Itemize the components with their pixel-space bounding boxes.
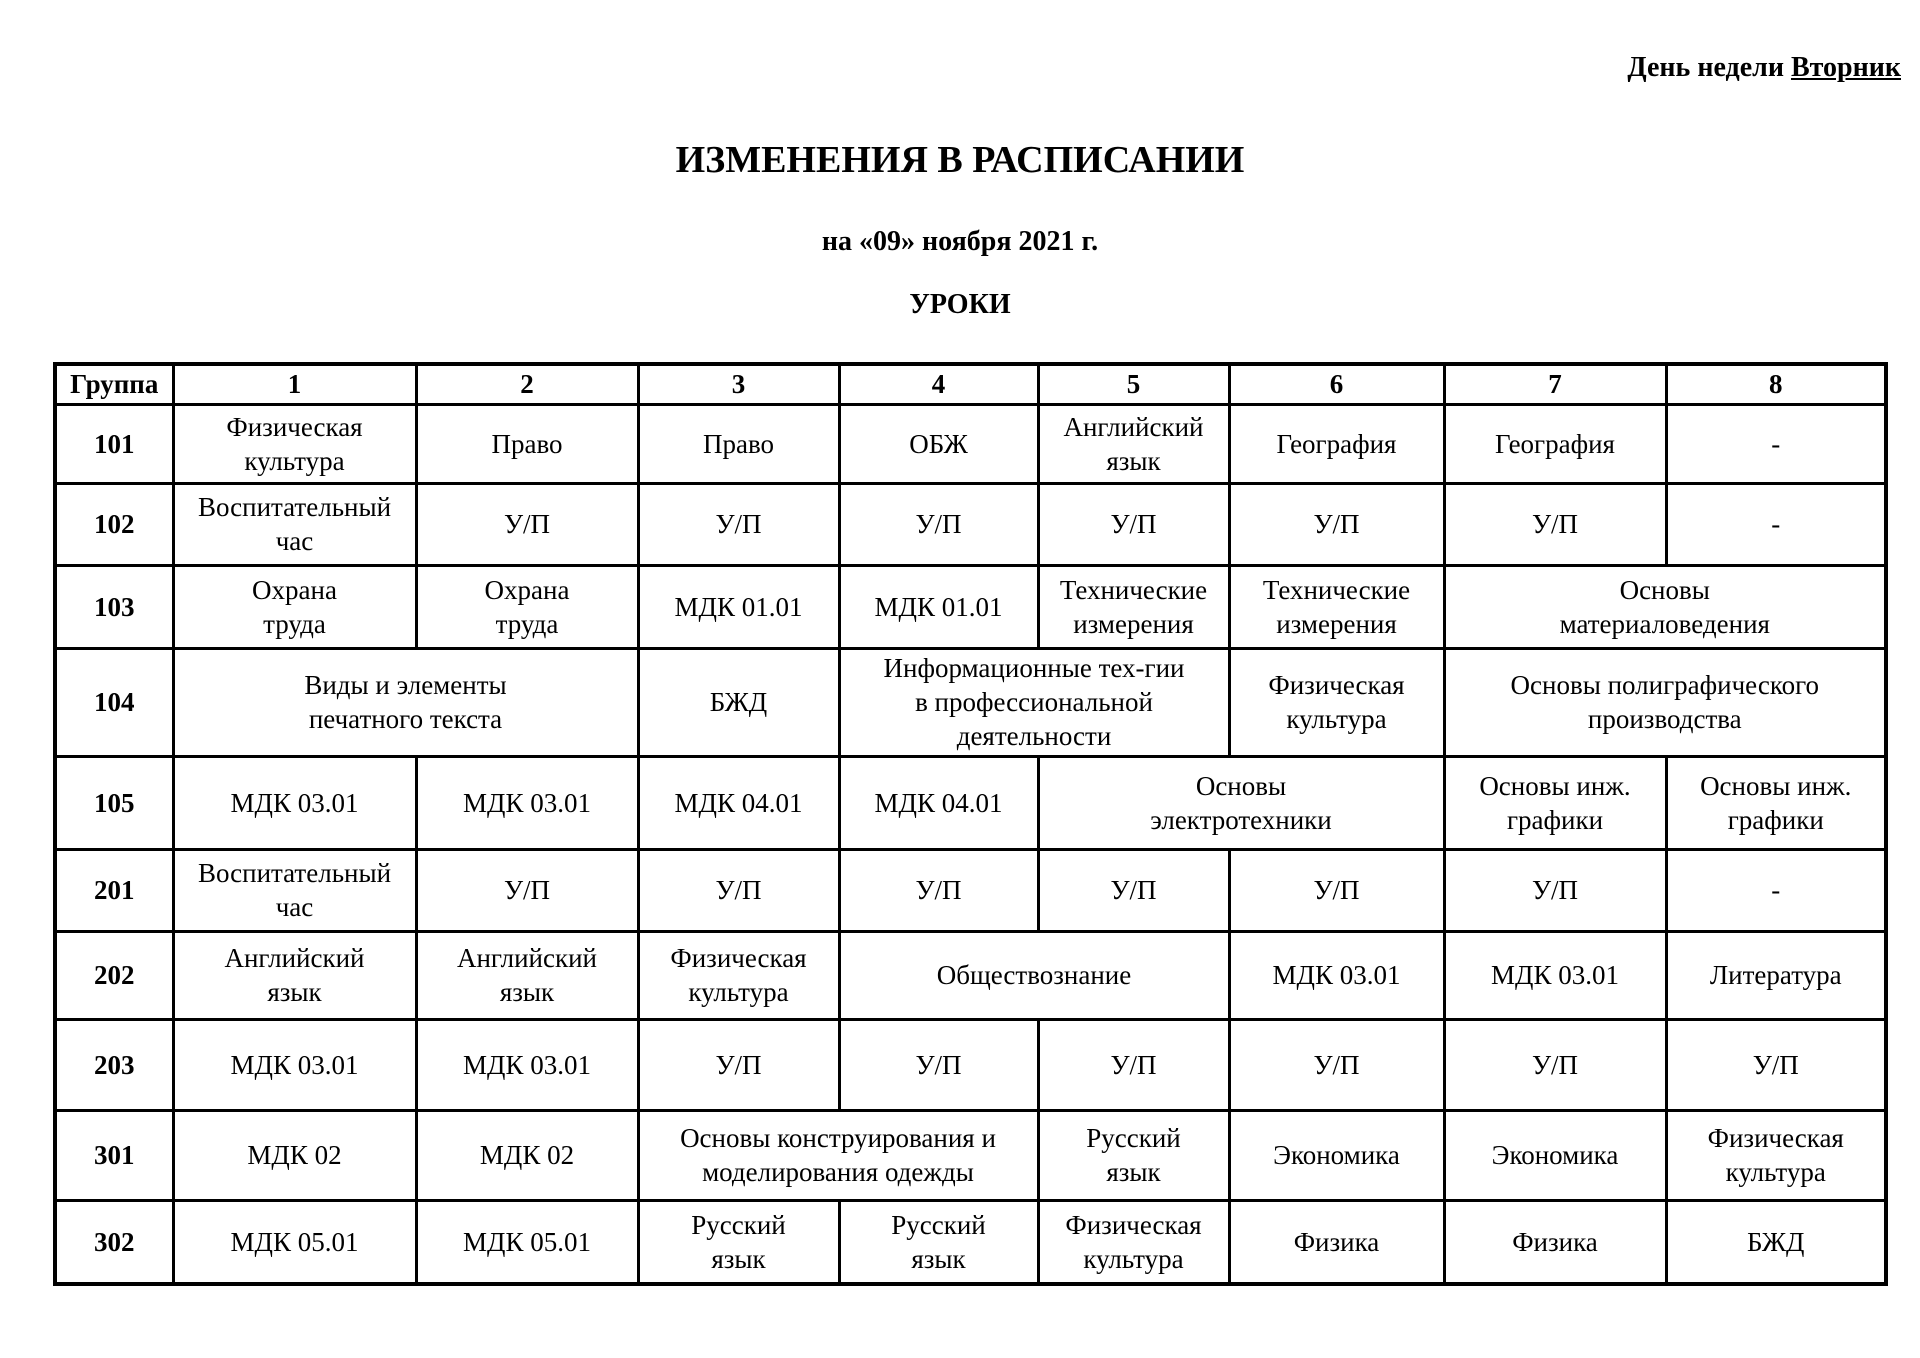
lesson-cell: МДК 01.01 xyxy=(839,565,1038,648)
table-row xyxy=(55,1019,1886,1110)
lesson-cell: БЖД xyxy=(1666,1200,1886,1284)
lesson-cell: Экономика xyxy=(1444,1110,1666,1200)
table-header-row xyxy=(55,364,1886,404)
lesson-cell: Английский язык xyxy=(416,931,638,1019)
lesson-cell: - xyxy=(1666,483,1886,565)
column-header-period-3: 3 xyxy=(638,364,839,404)
lesson-cell: МДК 04.01 xyxy=(839,756,1038,849)
lesson-cell: У/П xyxy=(1444,849,1666,931)
lesson-cell: Физическая культура xyxy=(173,404,416,483)
lesson-cell: Право xyxy=(416,404,638,483)
lesson-cell: Основы материаловедения xyxy=(1444,565,1886,648)
group-number-cell: 201 xyxy=(55,849,173,931)
lesson-cell: Физика xyxy=(1444,1200,1666,1284)
lesson-cell: Информационные тех-гии в профессиональной деятельности xyxy=(839,648,1229,756)
day-of-week-value: Вторник xyxy=(1790,52,1901,83)
table-row xyxy=(55,849,1886,931)
lesson-cell: У/П xyxy=(839,483,1038,565)
lesson-cell: МДК 03.01 xyxy=(173,756,416,849)
lesson-cell: Английский язык xyxy=(173,931,416,1019)
lesson-cell: Обществознание xyxy=(839,931,1229,1019)
column-header-period-4: 4 xyxy=(839,364,1038,404)
lesson-cell: МДК 03.01 xyxy=(1229,931,1444,1019)
section-heading: УРОКИ xyxy=(909,289,1011,320)
page-title: ИЗМЕНЕНИЯ В РАСПИСАНИИ xyxy=(675,139,1245,181)
lesson-cell: Воспитательный час xyxy=(173,849,416,931)
table-row xyxy=(55,404,1886,483)
lesson-cell: У/П xyxy=(1444,483,1666,565)
lesson-cell: Русский язык xyxy=(839,1200,1038,1284)
lesson-cell: У/П xyxy=(638,1019,839,1110)
column-header-period-5: 5 xyxy=(1038,364,1229,404)
lesson-cell: География xyxy=(1444,404,1666,483)
lesson-cell: Основы конструирования и моделирования одежды xyxy=(638,1110,1038,1200)
column-header-group: Группа xyxy=(55,364,173,404)
lesson-cell: Русский язык xyxy=(1038,1110,1229,1200)
lesson-cell: У/П xyxy=(1229,483,1444,565)
lesson-cell: Литература xyxy=(1666,931,1886,1019)
lesson-cell: У/П xyxy=(1038,483,1229,565)
lesson-cell: МДК 03.01 xyxy=(1444,931,1666,1019)
group-number-cell: 203 xyxy=(55,1019,173,1110)
lesson-cell: У/П xyxy=(1038,1019,1229,1110)
lesson-cell: МДК 05.01 xyxy=(416,1200,638,1284)
lesson-cell: МДК 04.01 xyxy=(638,756,839,849)
lesson-cell: У/П xyxy=(416,483,638,565)
lesson-cell: Охрана труда xyxy=(416,565,638,648)
table-row xyxy=(55,931,1886,1019)
table-row xyxy=(55,565,1886,648)
lesson-cell: Английский язык xyxy=(1038,404,1229,483)
group-number-cell: 302 xyxy=(55,1200,173,1284)
lesson-cell: МДК 02 xyxy=(173,1110,416,1200)
lesson-cell: У/П xyxy=(638,483,839,565)
lesson-cell: У/П xyxy=(839,849,1038,931)
lesson-cell: Основы полиграфического производства xyxy=(1444,648,1886,756)
group-number-cell: 103 xyxy=(55,565,173,648)
column-header-period-2: 2 xyxy=(416,364,638,404)
lesson-cell: МДК 03.01 xyxy=(416,1019,638,1110)
column-header-period-7: 7 xyxy=(1444,364,1666,404)
lesson-cell: География xyxy=(1229,404,1444,483)
lesson-cell: Основы электротехники xyxy=(1038,756,1444,849)
day-of-week-line xyxy=(1627,52,1901,84)
column-header-period-8: 8 xyxy=(1666,364,1886,404)
lesson-cell: МДК 03.01 xyxy=(173,1019,416,1110)
lesson-cell: У/П xyxy=(1444,1019,1666,1110)
lesson-cell: - xyxy=(1666,404,1886,483)
lesson-cell: У/П xyxy=(1038,849,1229,931)
lesson-cell: Технические измерения xyxy=(1038,565,1229,648)
table-row xyxy=(55,483,1886,565)
table-row xyxy=(55,648,1886,756)
lesson-cell: МДК 05.01 xyxy=(173,1200,416,1284)
group-number-cell: 104 xyxy=(55,648,173,756)
table-row xyxy=(55,1110,1886,1200)
lesson-cell: Основы инж. графики xyxy=(1444,756,1666,849)
schedule-table xyxy=(53,362,1888,1286)
table-row xyxy=(55,1200,1886,1284)
lesson-cell: Виды и элементы печатного текста xyxy=(173,648,638,756)
lesson-cell: ОБЖ xyxy=(839,404,1038,483)
column-header-period-1: 1 xyxy=(173,364,416,404)
group-number-cell: 202 xyxy=(55,931,173,1019)
lesson-cell: Русский язык xyxy=(638,1200,839,1284)
lesson-cell: У/П xyxy=(416,849,638,931)
group-number-cell: 105 xyxy=(55,756,173,849)
lesson-cell: Физическая культура xyxy=(1038,1200,1229,1284)
lesson-cell: Физика xyxy=(1229,1200,1444,1284)
lesson-cell: Экономика xyxy=(1229,1110,1444,1200)
lesson-cell: БЖД xyxy=(638,648,839,756)
lesson-cell: - xyxy=(1666,849,1886,931)
day-of-week-label: День недели xyxy=(1627,52,1784,83)
date-line: на «09» ноября 2021 г. xyxy=(821,226,1099,257)
lesson-cell: МДК 01.01 xyxy=(638,565,839,648)
group-number-cell: 301 xyxy=(55,1110,173,1200)
group-number-cell: 102 xyxy=(55,483,173,565)
lesson-cell: У/П xyxy=(839,1019,1038,1110)
table-body xyxy=(55,404,1886,1284)
lesson-cell: Физическая культура xyxy=(638,931,839,1019)
lesson-cell: Право xyxy=(638,404,839,483)
lesson-cell: У/П xyxy=(638,849,839,931)
lesson-cell: У/П xyxy=(1229,1019,1444,1110)
lesson-cell: МДК 03.01 xyxy=(416,756,638,849)
lesson-cell: Воспитательный час xyxy=(173,483,416,565)
lesson-cell: У/П xyxy=(1666,1019,1886,1110)
lesson-cell: Основы инж. графики xyxy=(1666,756,1886,849)
group-number-cell: 101 xyxy=(55,404,173,483)
lesson-cell: МДК 02 xyxy=(416,1110,638,1200)
lesson-cell: Физическая культура xyxy=(1229,648,1444,756)
lesson-cell: У/П xyxy=(1229,849,1444,931)
lesson-cell: Охрана труда xyxy=(173,565,416,648)
lesson-cell: Технические измерения xyxy=(1229,565,1444,648)
table-row xyxy=(55,756,1886,849)
lesson-cell: Физическая культура xyxy=(1666,1110,1886,1200)
column-header-period-6: 6 xyxy=(1229,364,1444,404)
